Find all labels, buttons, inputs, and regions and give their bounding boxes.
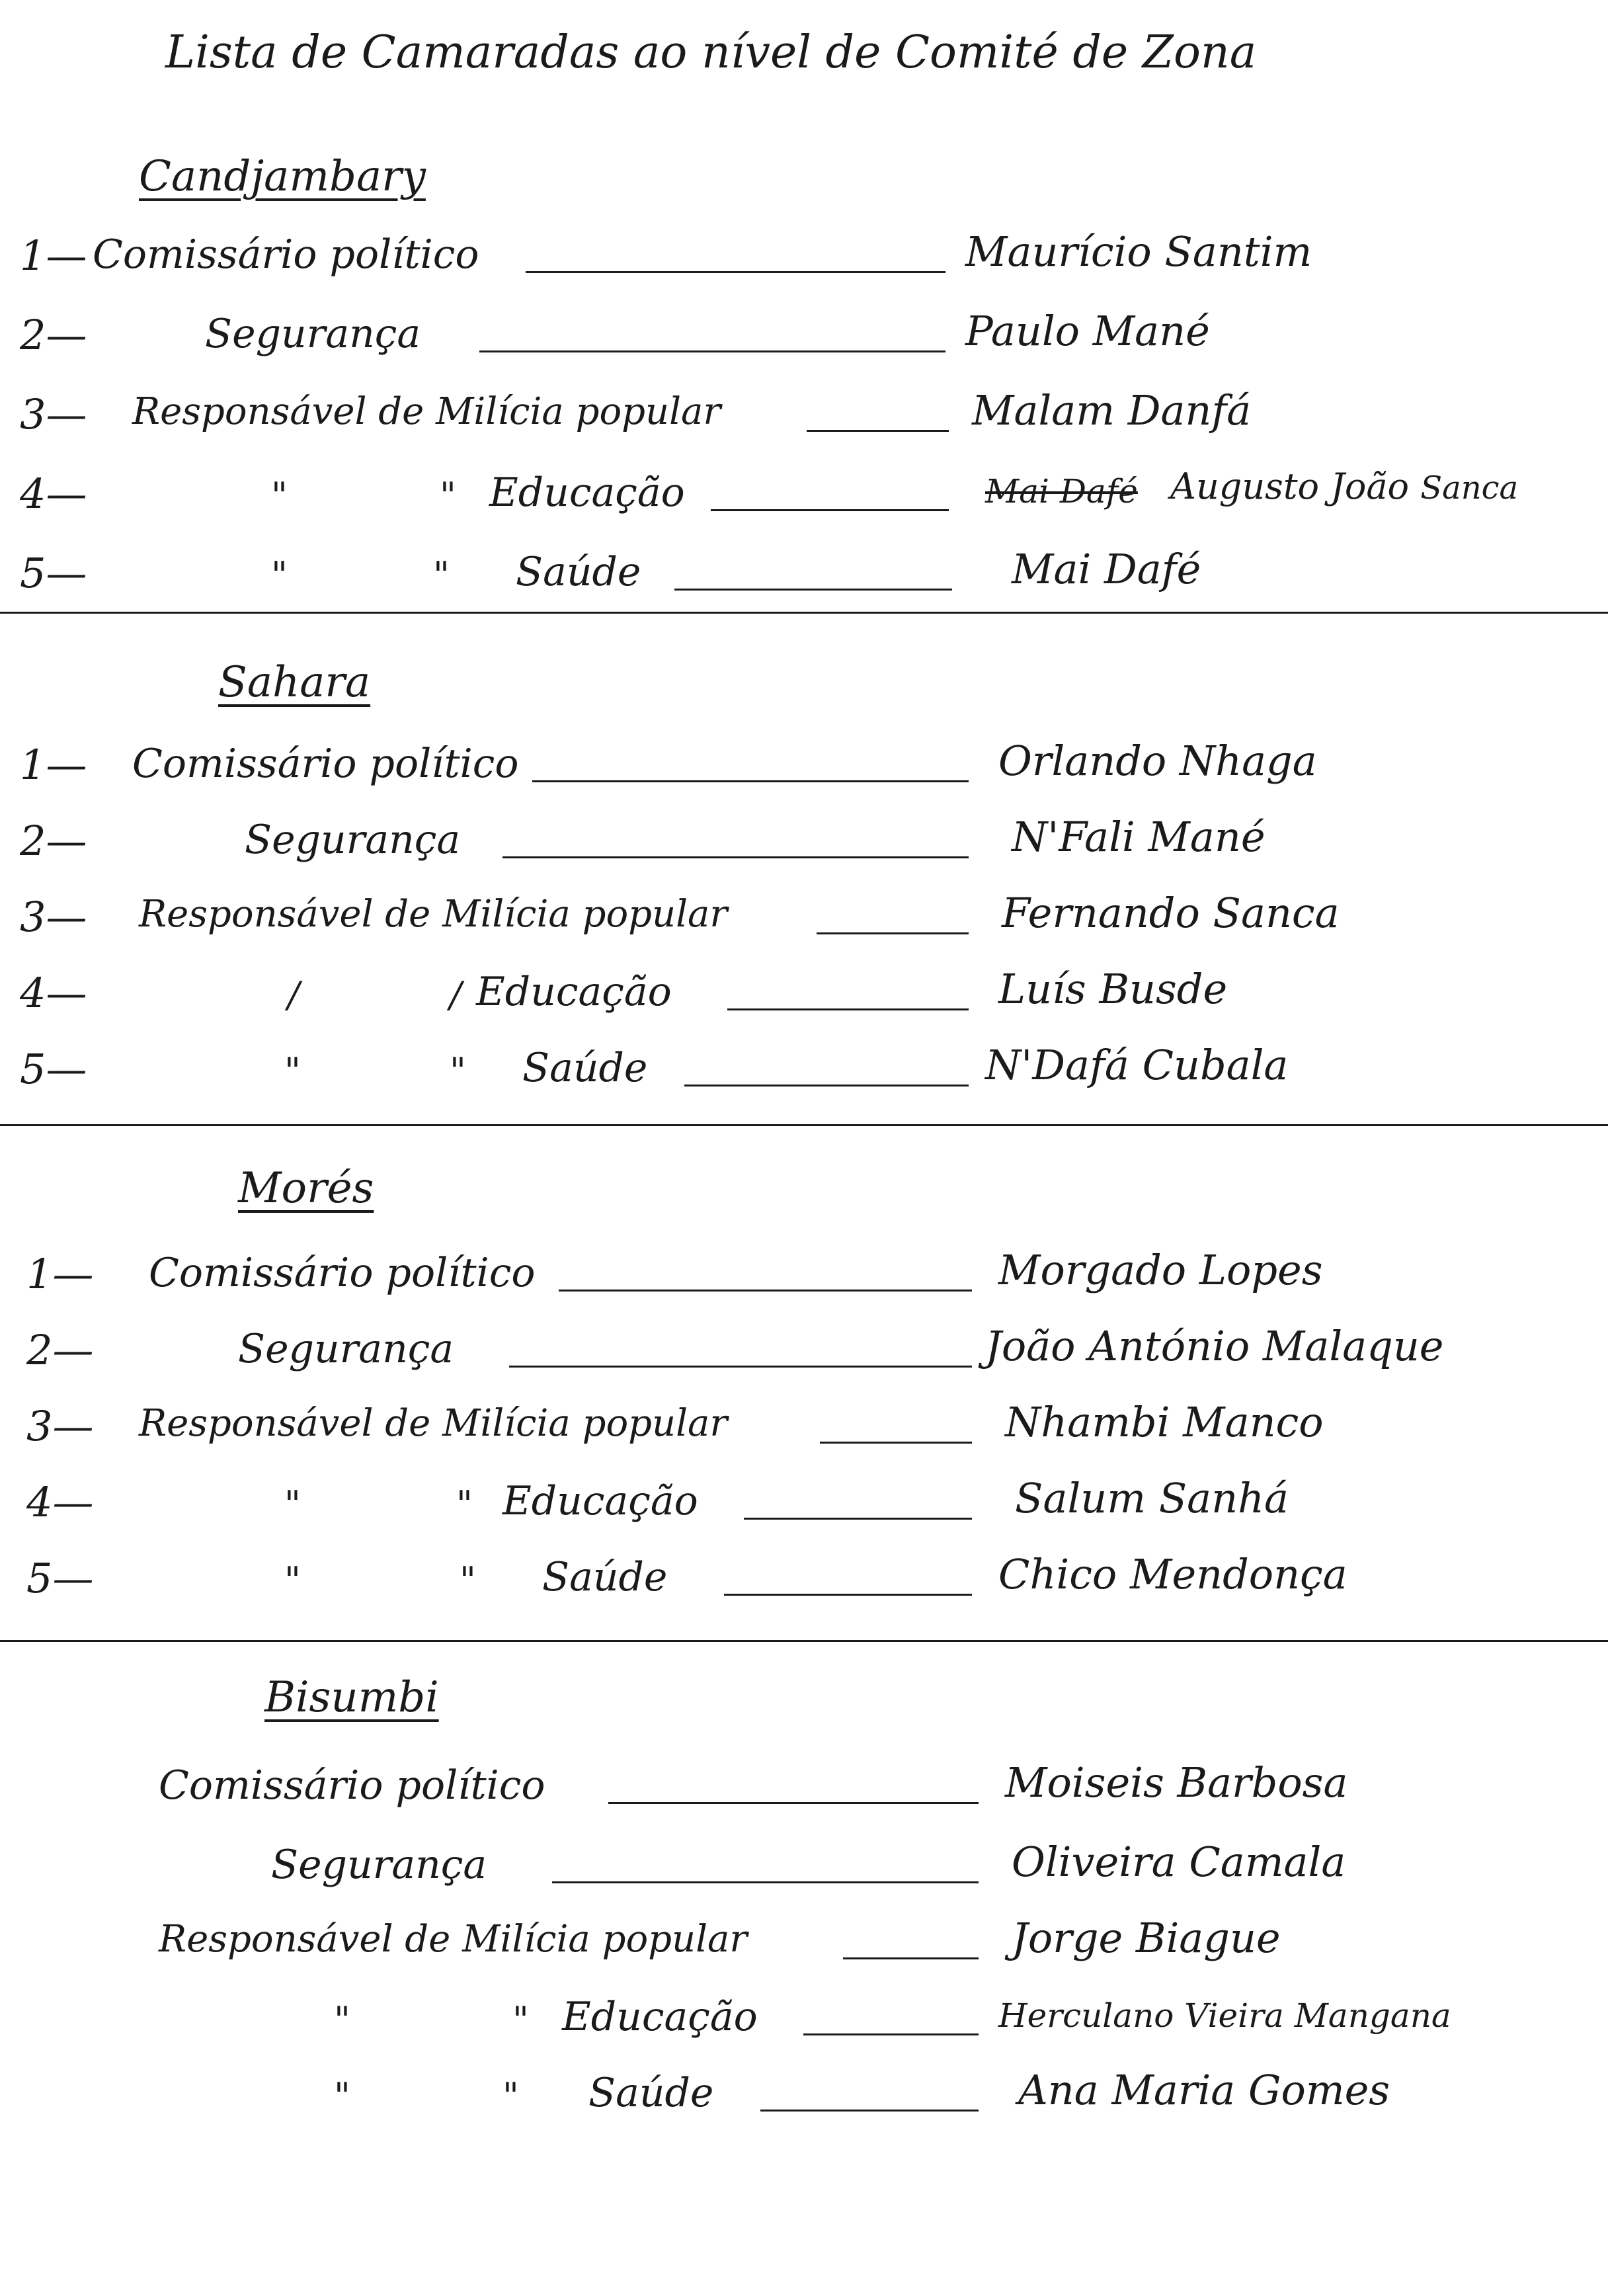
role-label: Educação <box>489 470 685 516</box>
fill-line <box>817 932 969 934</box>
person-name: Oliveira Camala <box>1012 1838 1346 1886</box>
ditto-mark: " <box>271 475 288 516</box>
item-number: 3— <box>26 1402 94 1450</box>
list-item <box>0 737 1608 813</box>
item-number: 3— <box>20 390 87 438</box>
role-label: Comissário político <box>132 741 519 787</box>
person-name: Salum Sanhá <box>1015 1474 1289 1522</box>
fill-line <box>727 1008 969 1010</box>
section-divider <box>0 1124 1608 1126</box>
section-heading: Morés <box>238 1164 374 1213</box>
fill-line <box>532 780 969 782</box>
item-number: 2— <box>26 1326 94 1374</box>
list-item <box>0 1994 1608 2067</box>
role-label: Segurança <box>238 1326 454 1372</box>
item-number: 4— <box>26 1478 94 1526</box>
role-label: Segurança <box>245 817 461 863</box>
person-name-struck: Mai Dafé <box>985 472 1138 511</box>
role-label: Responsável de Milícia popular <box>132 390 721 433</box>
list-item <box>0 1550 1608 1627</box>
list-item <box>0 1758 1608 1835</box>
item-number: 4— <box>20 969 87 1017</box>
person-name: Moiseis Barbosa <box>1005 1758 1348 1807</box>
ditto-mark: " <box>450 1050 466 1092</box>
ditto-mark: " <box>512 1999 529 2041</box>
role-label: Saúde <box>542 1554 668 1600</box>
person-name: Fernando Sanca <box>1002 889 1340 937</box>
ditto-mark: " <box>460 1559 476 1601</box>
role-label: Segurança <box>271 1842 487 1888</box>
role-label: Educação <box>476 969 672 1015</box>
list-item <box>0 227 1608 304</box>
person-name: Morgado Lopes <box>998 1246 1323 1294</box>
list-item <box>0 889 1608 965</box>
ditto-mark: " <box>284 1559 301 1601</box>
section-heading: Bisumbi <box>264 1673 439 1722</box>
person-name: Ana Maria Gomes <box>1018 2066 1390 2114</box>
role-label: Comissário político <box>93 231 479 278</box>
document-title: Lista de Camaradas ao nível de Comité de Zona <box>165 26 1257 79</box>
person-name: Paulo Mané <box>965 307 1210 355</box>
person-name <box>1170 466 1518 507</box>
ditto-mark: / <box>450 974 462 1016</box>
person-name: Herculano Vieira Mangana <box>998 1996 1451 2035</box>
fill-line <box>711 509 949 511</box>
fill-line <box>509 1366 972 1368</box>
role-label: Educação <box>502 1478 698 1524</box>
ditto-mark: " <box>433 554 450 596</box>
ditto-mark: " <box>334 1999 350 2041</box>
role-label: Saúde <box>522 1045 648 1091</box>
list-item <box>0 1322 1608 1399</box>
fill-line <box>526 271 945 273</box>
ditto-mark: / <box>288 974 300 1016</box>
role-label: Responsável de Milícia popular <box>159 1918 748 1961</box>
fill-line <box>820 1442 972 1444</box>
role-label: Saúde <box>588 2070 714 2116</box>
item-number: 1— <box>20 741 87 789</box>
role-label: Comissário político <box>149 1250 536 1296</box>
role-label: Responsável de Milícia popular <box>139 893 728 936</box>
item-number: 1— <box>26 1250 94 1298</box>
item-number: 1— <box>20 231 87 280</box>
person-name-main: Augusto João <box>1170 466 1410 507</box>
item-number: 5— <box>26 1554 94 1602</box>
section-divider <box>0 612 1608 614</box>
item-number: 5— <box>20 549 87 597</box>
list-item <box>0 813 1608 889</box>
section-divider <box>0 1640 1608 1642</box>
person-name: Chico Mendonça <box>998 1550 1347 1598</box>
list-item <box>0 1246 1608 1323</box>
fill-line <box>674 589 952 591</box>
person-name: Malam Danfá <box>972 386 1252 434</box>
item-number: 2— <box>20 817 87 865</box>
role-label: Responsável de Milícia popular <box>139 1402 728 1445</box>
list-item <box>0 965 1608 1042</box>
item-number: 4— <box>20 470 87 518</box>
fill-line <box>724 1594 972 1596</box>
ditto-mark: " <box>284 1483 301 1525</box>
fill-line <box>479 350 945 352</box>
person-name: Mai Dafé <box>1012 545 1201 593</box>
ditto-mark: " <box>271 554 288 596</box>
list-item <box>0 545 1608 622</box>
person-name: Nhambi Manco <box>1005 1398 1324 1446</box>
fill-line <box>843 1957 979 1959</box>
person-name: Luís Busde <box>998 965 1228 1013</box>
person-name: N'Fali Mané <box>1012 813 1266 861</box>
person-name: Orlando Nhaga <box>998 737 1317 785</box>
item-number: 2— <box>20 311 87 359</box>
person-name: Jorge Biague <box>1012 1914 1281 1962</box>
item-number: 5— <box>20 1045 87 1093</box>
fill-line <box>807 430 949 432</box>
item-number: 3— <box>20 893 87 941</box>
role-label: Saúde <box>516 549 641 595</box>
section-heading: Candjambary <box>139 152 426 201</box>
list-item <box>0 1838 1608 1914</box>
ditto-mark: " <box>456 1483 473 1525</box>
fill-line <box>684 1085 969 1086</box>
fill-line <box>760 2110 979 2112</box>
role-label: Educação <box>562 1994 758 2040</box>
fill-line <box>744 1518 972 1520</box>
fill-line <box>803 2033 979 2035</box>
list-item <box>0 1474 1608 1551</box>
section-heading: Sahara <box>218 658 371 707</box>
ditto-mark: " <box>334 2075 350 2117</box>
list-item <box>0 307 1608 384</box>
list-item <box>0 1041 1608 1118</box>
ditto-mark: " <box>284 1050 301 1092</box>
list-item <box>0 466 1608 542</box>
list-item <box>0 1914 1608 1990</box>
person-name: N'Dafá Cubala <box>985 1041 1289 1089</box>
ditto-mark: " <box>440 475 456 516</box>
person-name: Maurício Santim <box>965 227 1312 276</box>
person-name: João António Malaque <box>985 1322 1444 1370</box>
fill-line <box>502 856 969 858</box>
person-name-suffix: Sanca <box>1420 470 1519 507</box>
role-label: Segurança <box>205 311 421 357</box>
fill-line <box>552 1881 979 1883</box>
list-item <box>0 2066 1608 2143</box>
ditto-mark: " <box>502 2075 519 2117</box>
list-item <box>0 1398 1608 1475</box>
fill-line <box>608 1802 979 1804</box>
role-label: Comissário político <box>159 1762 545 1809</box>
fill-line <box>559 1290 972 1292</box>
list-item <box>0 386 1608 463</box>
